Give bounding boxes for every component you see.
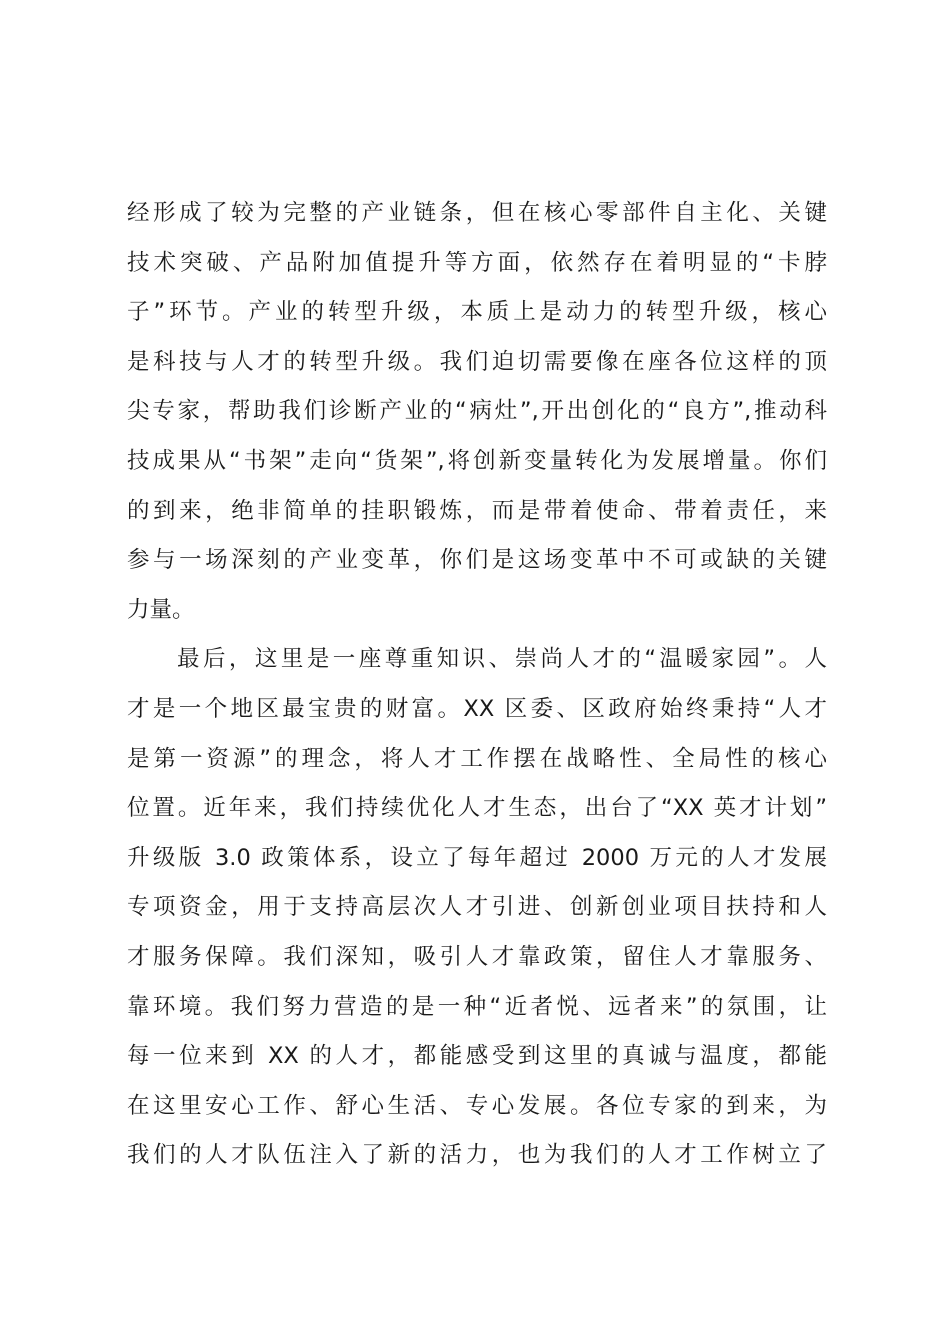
text-line: 专项资金，用于支持高层次人才引进、创新创业项目扶持和人 — [127, 894, 827, 921]
text-line: 技术突破、产品附加值提升等方面，依然存在着明显的“卡脖 — [127, 249, 827, 276]
text-line: 在这里安心工作、舒心生活、专心发展。各位专家的到来，为 — [127, 1092, 827, 1119]
text-line: 子”环节。产业的转型升级，本质上是动力的转型升级，核心 — [127, 299, 827, 326]
text-line: 力量。 — [127, 596, 195, 623]
text-line: 的到来，绝非简单的挂职锻炼，而是带着使命、带着责任，来 — [127, 497, 827, 524]
text-line: 才服务保障。我们深知，吸引人才靠政策，留住人才靠服务、 — [127, 943, 827, 970]
text-line: 尖专家，帮助我们诊断产业的“病灶”,开出创化的“良方”,推动科 — [127, 398, 827, 425]
text-line: 技成果从“书架”走向“货架”,将创新变量转化为发展增量。你们 — [127, 447, 827, 474]
text-line: 每一位来到 XX 的人才，都能感受到这里的真诚与温度，都能 — [127, 1043, 827, 1070]
text-line: 是科技与人才的转型升级。我们迫切需要像在座各位这样的顶 — [127, 348, 827, 375]
text-line: 位置。近年来，我们持续优化人才生态，出台了“XX 英才计划” — [127, 795, 827, 822]
text-line: 是第一资源”的理念，将人才工作摆在战略性、全局性的核心 — [127, 745, 827, 772]
paragraph-first-line: 最后，这里是一座尊重知识、崇尚人才的“温暖家园”。人 — [177, 646, 827, 673]
text-line: 升级版 3.0 政策体系，设立了每年超过 2000 万元的人才发展 — [127, 844, 827, 871]
text-line: 参与一场深刻的产业变革，你们是这场变革中不可或缺的关键 — [127, 547, 827, 574]
text-line: 才是一个地区最宝贵的财富。XX 区委、区政府始终秉持“人才 — [127, 695, 827, 722]
text-line: 我们的人才队伍注入了新的活力，也为我们的人才工作树立了 — [127, 1142, 827, 1169]
body-text — [127, 189, 827, 1181]
text-line: 靠环境。我们努力营造的是一种“近者悦、远者来”的氛围，让 — [127, 993, 827, 1020]
text-line: 经形成了较为完整的产业链条，但在核心零部件自主化、关键 — [127, 200, 827, 226]
